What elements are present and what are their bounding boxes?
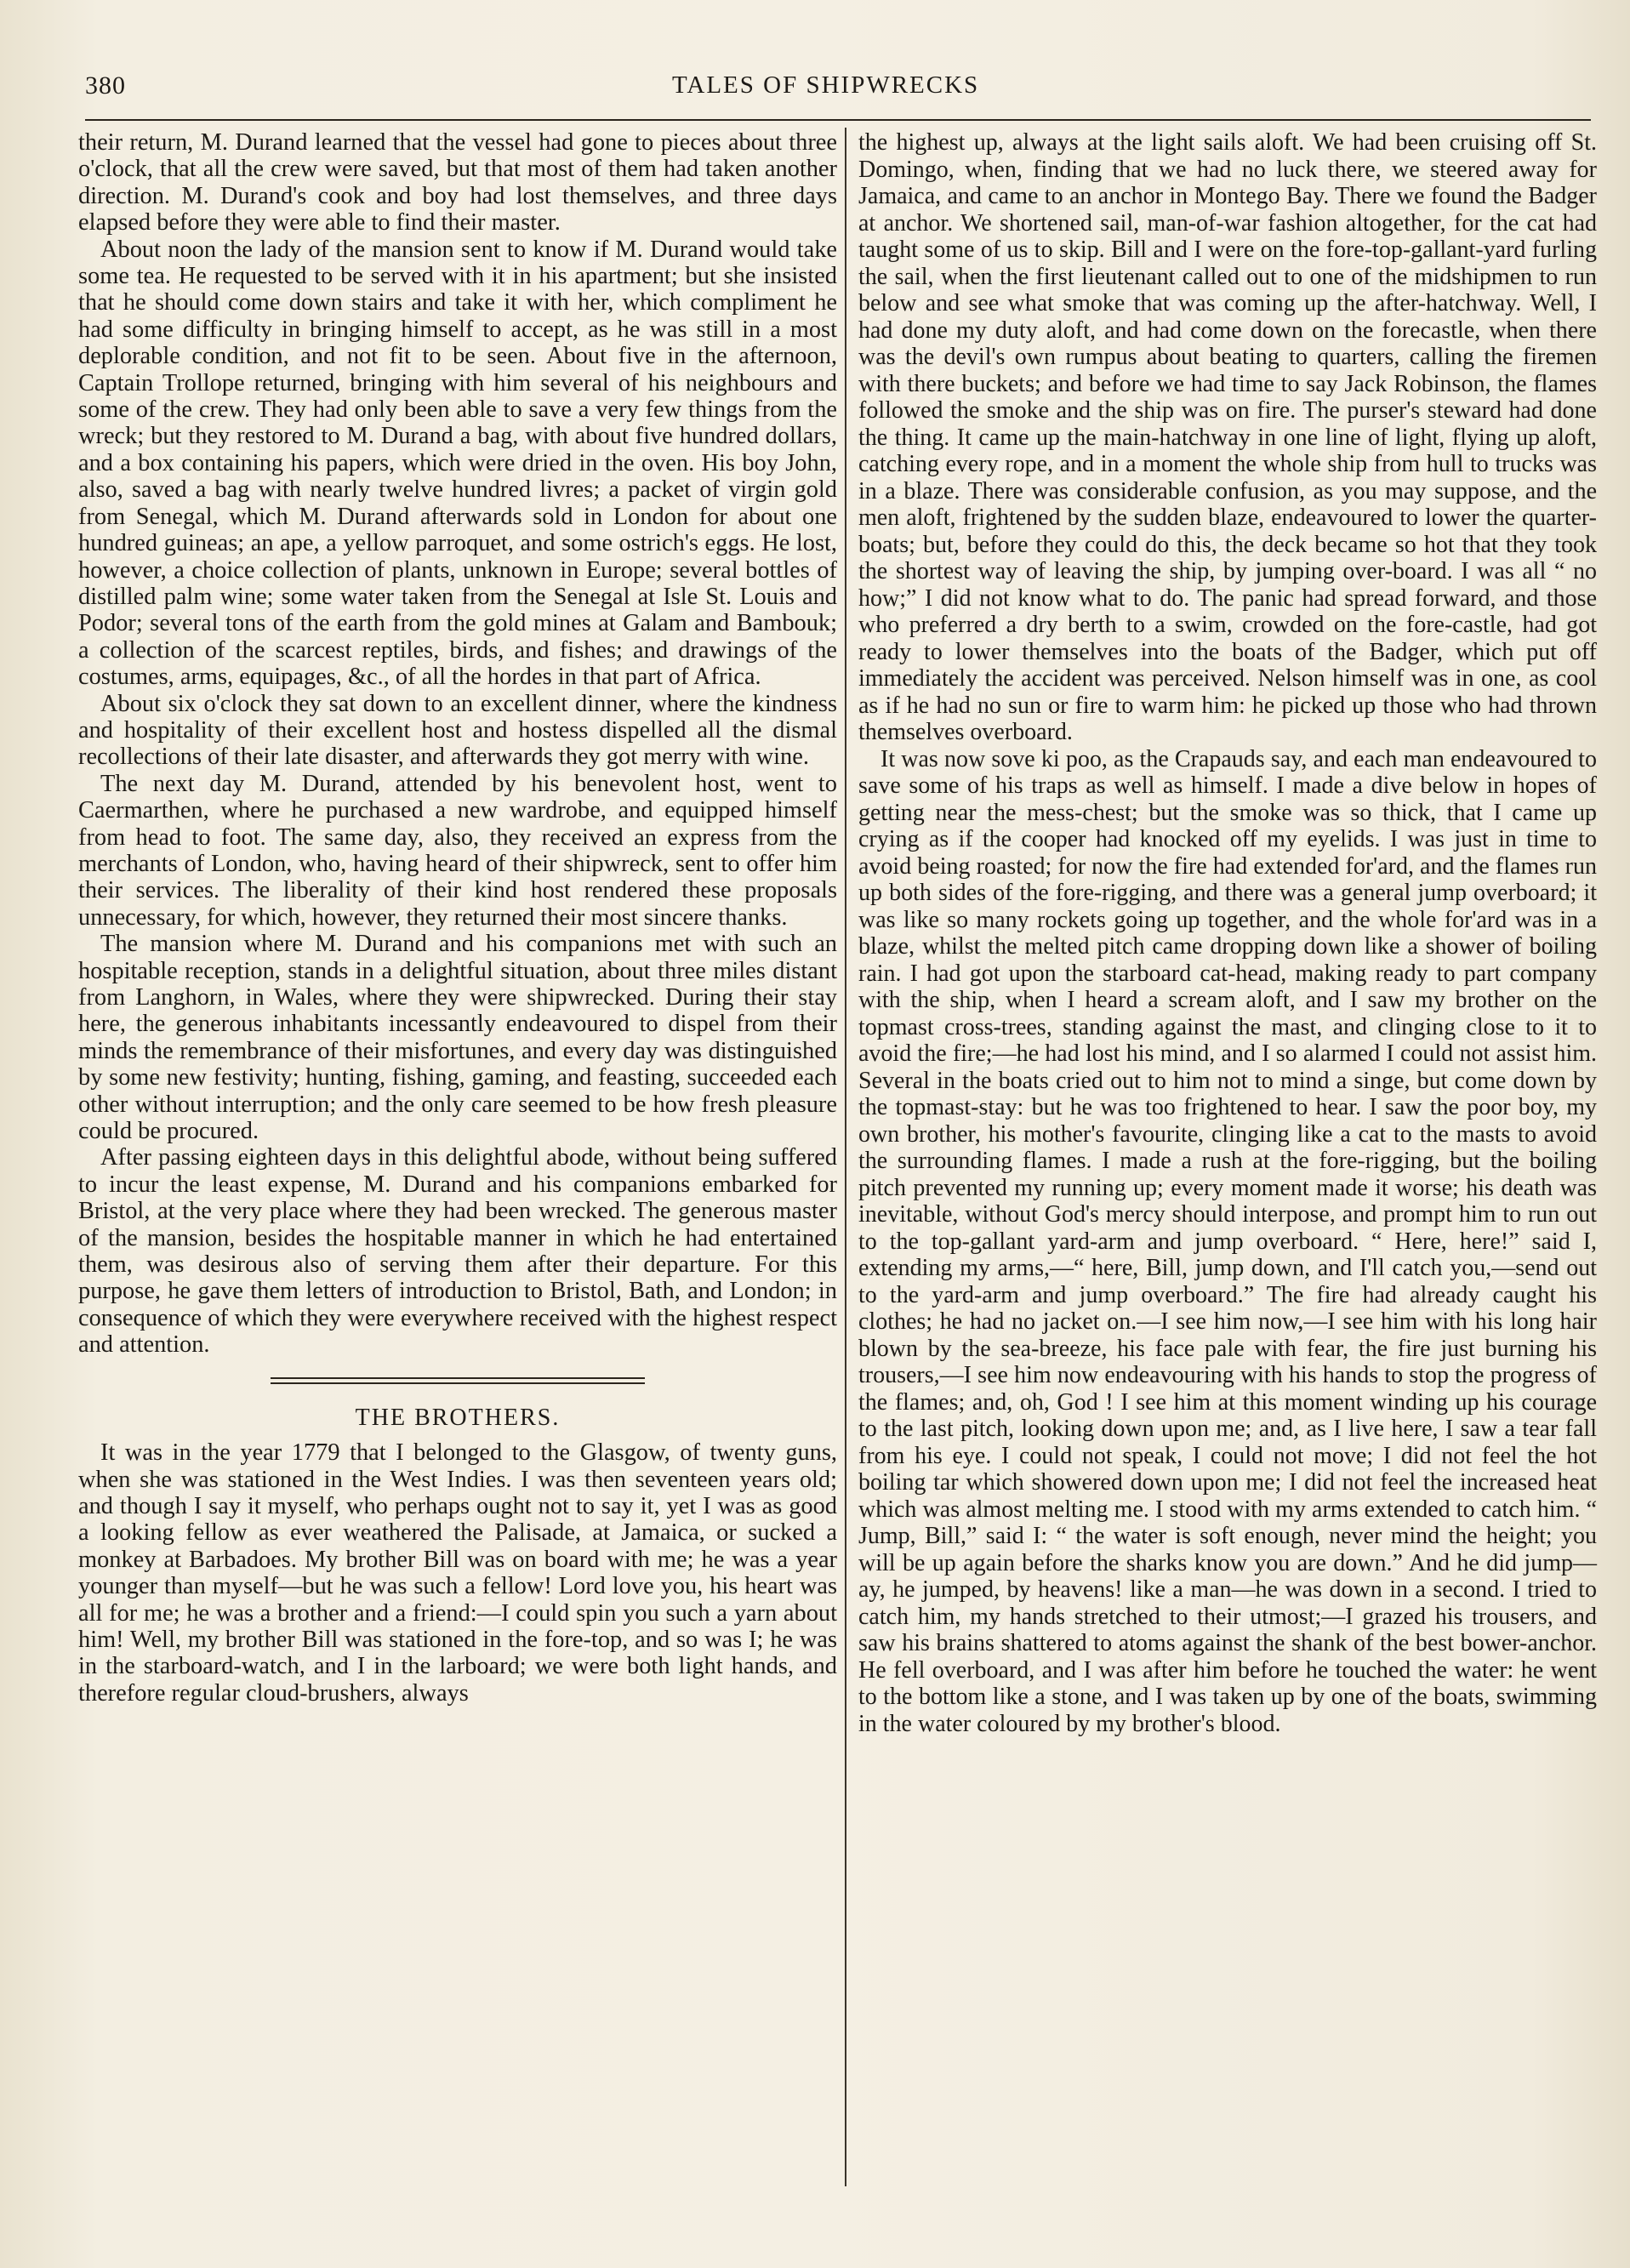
paragraph: About noon the lady of the mansion sent to know if M. Durand would take some tea. He requested to be served with it in his apartment; but she insisted that he should come down stairs and take it with her, which compliment he had some difficulty in bringing himself to accept, as he was still in a most deplorable condition, and not fit to be seen. About five in the afternoon, Captain Trollope returned, bringing with him several of his neighbours and some of the crew. They had only been able to save a very few things from the wreck; but they restored to M. Durand a bag, with about five hundred dollars, and a box containing his papers, which were dried in the oven. His boy John, also, saved a bag with nearly twelve hundred livres; a packet of virgin gold from Senegal, which M. Durand afterwards sold in London for about one hundred guineas; an ape, a yellow parroquet, and some ostrich's eggs. He lost, however, a choice collection of plants, unknown in Europe; several bottles of distilled palm wine; some water taken from the Senegal at Isle St. Louis and Podor; several tons of the earth from the gold mines at Galam and Bambouk; a collection of the scarcest reptiles, birds, and fishes; and drawings of the costumes, arms, equipages, &c., of all the hordes in that part of Africa. <box>78 236 837 691</box>
left-column <box>78 129 837 1707</box>
paragraph: their return, M. Durand learned that the vessel had gone to pieces about three o'clock, that all the crew were saved, but that most of them had taken another direction. M. Durand's cook and boy had lost themselves, and three days elapsed before they were able to find their master. <box>78 129 837 236</box>
paragraph: The next day M. Durand, attended by his benevolent host, went to Caermarthen, where he purchased a new wardrobe, and equipped himself from head to foot. The same day, also, they received an express from the merchants of London, who, having heard of their shipwreck, sent to offer him their services. The liberality of their kind host rendered these proposals unnecessary, for which, however, they returned their most sincere thanks. <box>78 770 837 931</box>
paragraph: About six o'clock they sat down to an excellent dinner, where the kindness and hospitality of their excellent host and hostess dispelled all the dismal recollections of their late disaster, and afterwards they got merry with wine. <box>78 690 837 771</box>
paragraph: It was in the year 1779 that I belonged to the Glasgow, of twenty guns, when she was stationed in the West Indies. I was then seventeen years old; and though I say it myself, who perhaps ought not to say it, yet I was as good a looking fellow as ever weathered the Palisade, at Jamaica, or sucked a monkey at Barbadoes. My brother Bill was on board with me; he was a year younger than myself—but he was such a fellow! Lord love you, his heart was all for me; he was a brother and a friend:—I could spin you such a yarn about him! Well, my brother Bill was stationed in the fore-top, and so was I; he was in the starboard-watch, and I in the larboard; we were both light hands, and therefore regular cloud-brushers, always <box>78 1439 837 1707</box>
paragraph: The mansion where M. Durand and his companions met with such an hospitable reception, stands in a delightful situation, about three miles distant from Langhorn, in Wales, where they were shipwrecked. During their stay here, the generous inhabitants incessantly endeavoured to dispel from their minds the remembrance of their misfortunes, and every day was distinguished by some new festivity; hunting, fishing, gaming, and feasting, succeeded each other without interruption; and the only care seemed to be how fresh pleasure could be procured. <box>78 931 837 1145</box>
section-title: THE BROTHERS. <box>355 1404 561 1431</box>
page-header <box>85 71 1608 109</box>
column-divider <box>845 128 846 2186</box>
paragraph: the highest up, always at the light sails aloft. We had been cruising off St. Domingo, when, finding that we had no luck there, we steered away for Jamaica, and came to an anchor in Montego Bay. There we found the Badger at anchor. We shortened sail, man-of-war fashion altogether, for the cat had taught some of us to skip. Bill and I were on the fore-top-gallant-yard furling the sail, when the first lieutenant called out to one of the midshipmen to run below and see what smoke that was coming up the after-hatchway. Well, I had done my duty aloft, and had come down on the forecastle, when there was the devil's own rumpus about beating to quarters, calling the firemen with there buckets; and before we had time to say Jack Robinson, the flames followed the smoke and the ship was on fire. The purser's steward had done the thing. It came up the main-hatchway in one line of light, flying up aloft, catching every rope, and in a moment the whole ship from hull to trucks was in a blaze. There was considerable confusion, as you may suppose, and the men aloft, frightened by the sudden blaze, endeavoured to lower the quarter-boats; but, before they could do this, the deck became so hot that they took the shortest way of leaving the ship, by jumping over-board. I was all “ no how;” I did not know what to do. The panic had spread forward, and those who preferred a dry berth to a swim, crowded on the fore-castle, had got ready to lower themselves into the boats of the Badger, which put off immediately the accident was perceived. Nelson himself was in one, as cool as if he had no sun or fire to warm him: he picked up those who had thrown themselves overboard. <box>858 129 1597 745</box>
page-number: 380 <box>85 71 126 100</box>
right-column <box>858 129 1597 1737</box>
running-title: TALES OF SHIPWRECKS <box>672 71 980 99</box>
section-divider <box>271 1377 645 1384</box>
header-rule <box>85 119 1591 121</box>
paragraph: After passing eighteen days in this delightful abode, without being suffered to incur the least expense, M. Durand and his companions embarked for Bristol, at the very place where they had been wrecked. The generous master of the mansion, besides the hospitable manner in which he had entertained them, was desirous also of serving them after their departure. For this purpose, he gave them letters of introduction to Bristol, Bath, and London; in consequence of which they were everywhere received with the highest respect and attention. <box>78 1144 837 1359</box>
paragraph: It was now sove ki poo, as the Crapauds say, and each man endeavoured to save some of his traps as well as himself. I made a dive below in hopes of getting near the mess-chest; but the smoke was so thick, that I came up crying as if the cooper had knocked off my eyelids. I was just in time to avoid being roasted; for now the fire had extended for'ard, and the flames run up both sides of the fore-rigging, and there was a general jump overboard; it was like so many rockets going up together, and the whole for'ard was in a blaze, whilst the melted pitch came dropping down like a shower of boiling rain. I had got upon the starboard cat-head, making ready to part company with the ship, when I heard a scream aloft, and I saw my brother on the topmast cross-trees, standing against the mast, and clinging close to it to avoid the fire;—he had lost his mind, and I so alarmed I could not assist him. Several in the boats cried out to him not to mind a singe, but come down by the topmast-stay: but he was too frightened to hear. I saw the poor boy, my own brother, his mother's favourite, clinging like a cat to the masts to avoid the surrounding flames. I made a rush at the fore-rigging, but the boiling pitch prevented my running up; every moment made it worse; his death was inevitable, without God's mercy should interpose, and prompt him to run out to the top-gallant yard-arm and jump overboard. “ Here, here!” said I, extending my arms,—“ here, Bill, jump down, and I'll catch you,—send out to the yard-arm and jump overboard.” The fire had already caught his clothes; he had no jacket on.—I see him now,—I see him with his long hair blown by the sea-breeze, his face pale with fear, the fire just burning his trousers,—I see him now endeavouring with his hands to stop the progress of the flames; and, oh, God ! I see him at this moment winding up his courage to the last pitch, looking down upon me; and, as I live here, I saw a tear fall from his eye. I could not speak, I could not move; I did not feel the hot boiling tar which showered down upon me; I did not feel the increased heat which was almost melting me. I stood with my arms extended to catch him. “ Jump, Bill,” said I: “ the water is soft enough, never mind the height; you will be up again before the sharks know you are down.” And he did jump—ay, he jumped, by heavens! like a man—he was down in a second. I tried to catch him, my hands stretched to their utmost;—I grazed his trousers, and saw his brains shattered to atoms against the shank of the best bower-anchor. He fell overboard, and I was after him before he touched the water: he went to the bottom like a stone, and I was taken up by one of the boats, swimming in the water coloured by my brother's blood. <box>858 745 1597 1737</box>
